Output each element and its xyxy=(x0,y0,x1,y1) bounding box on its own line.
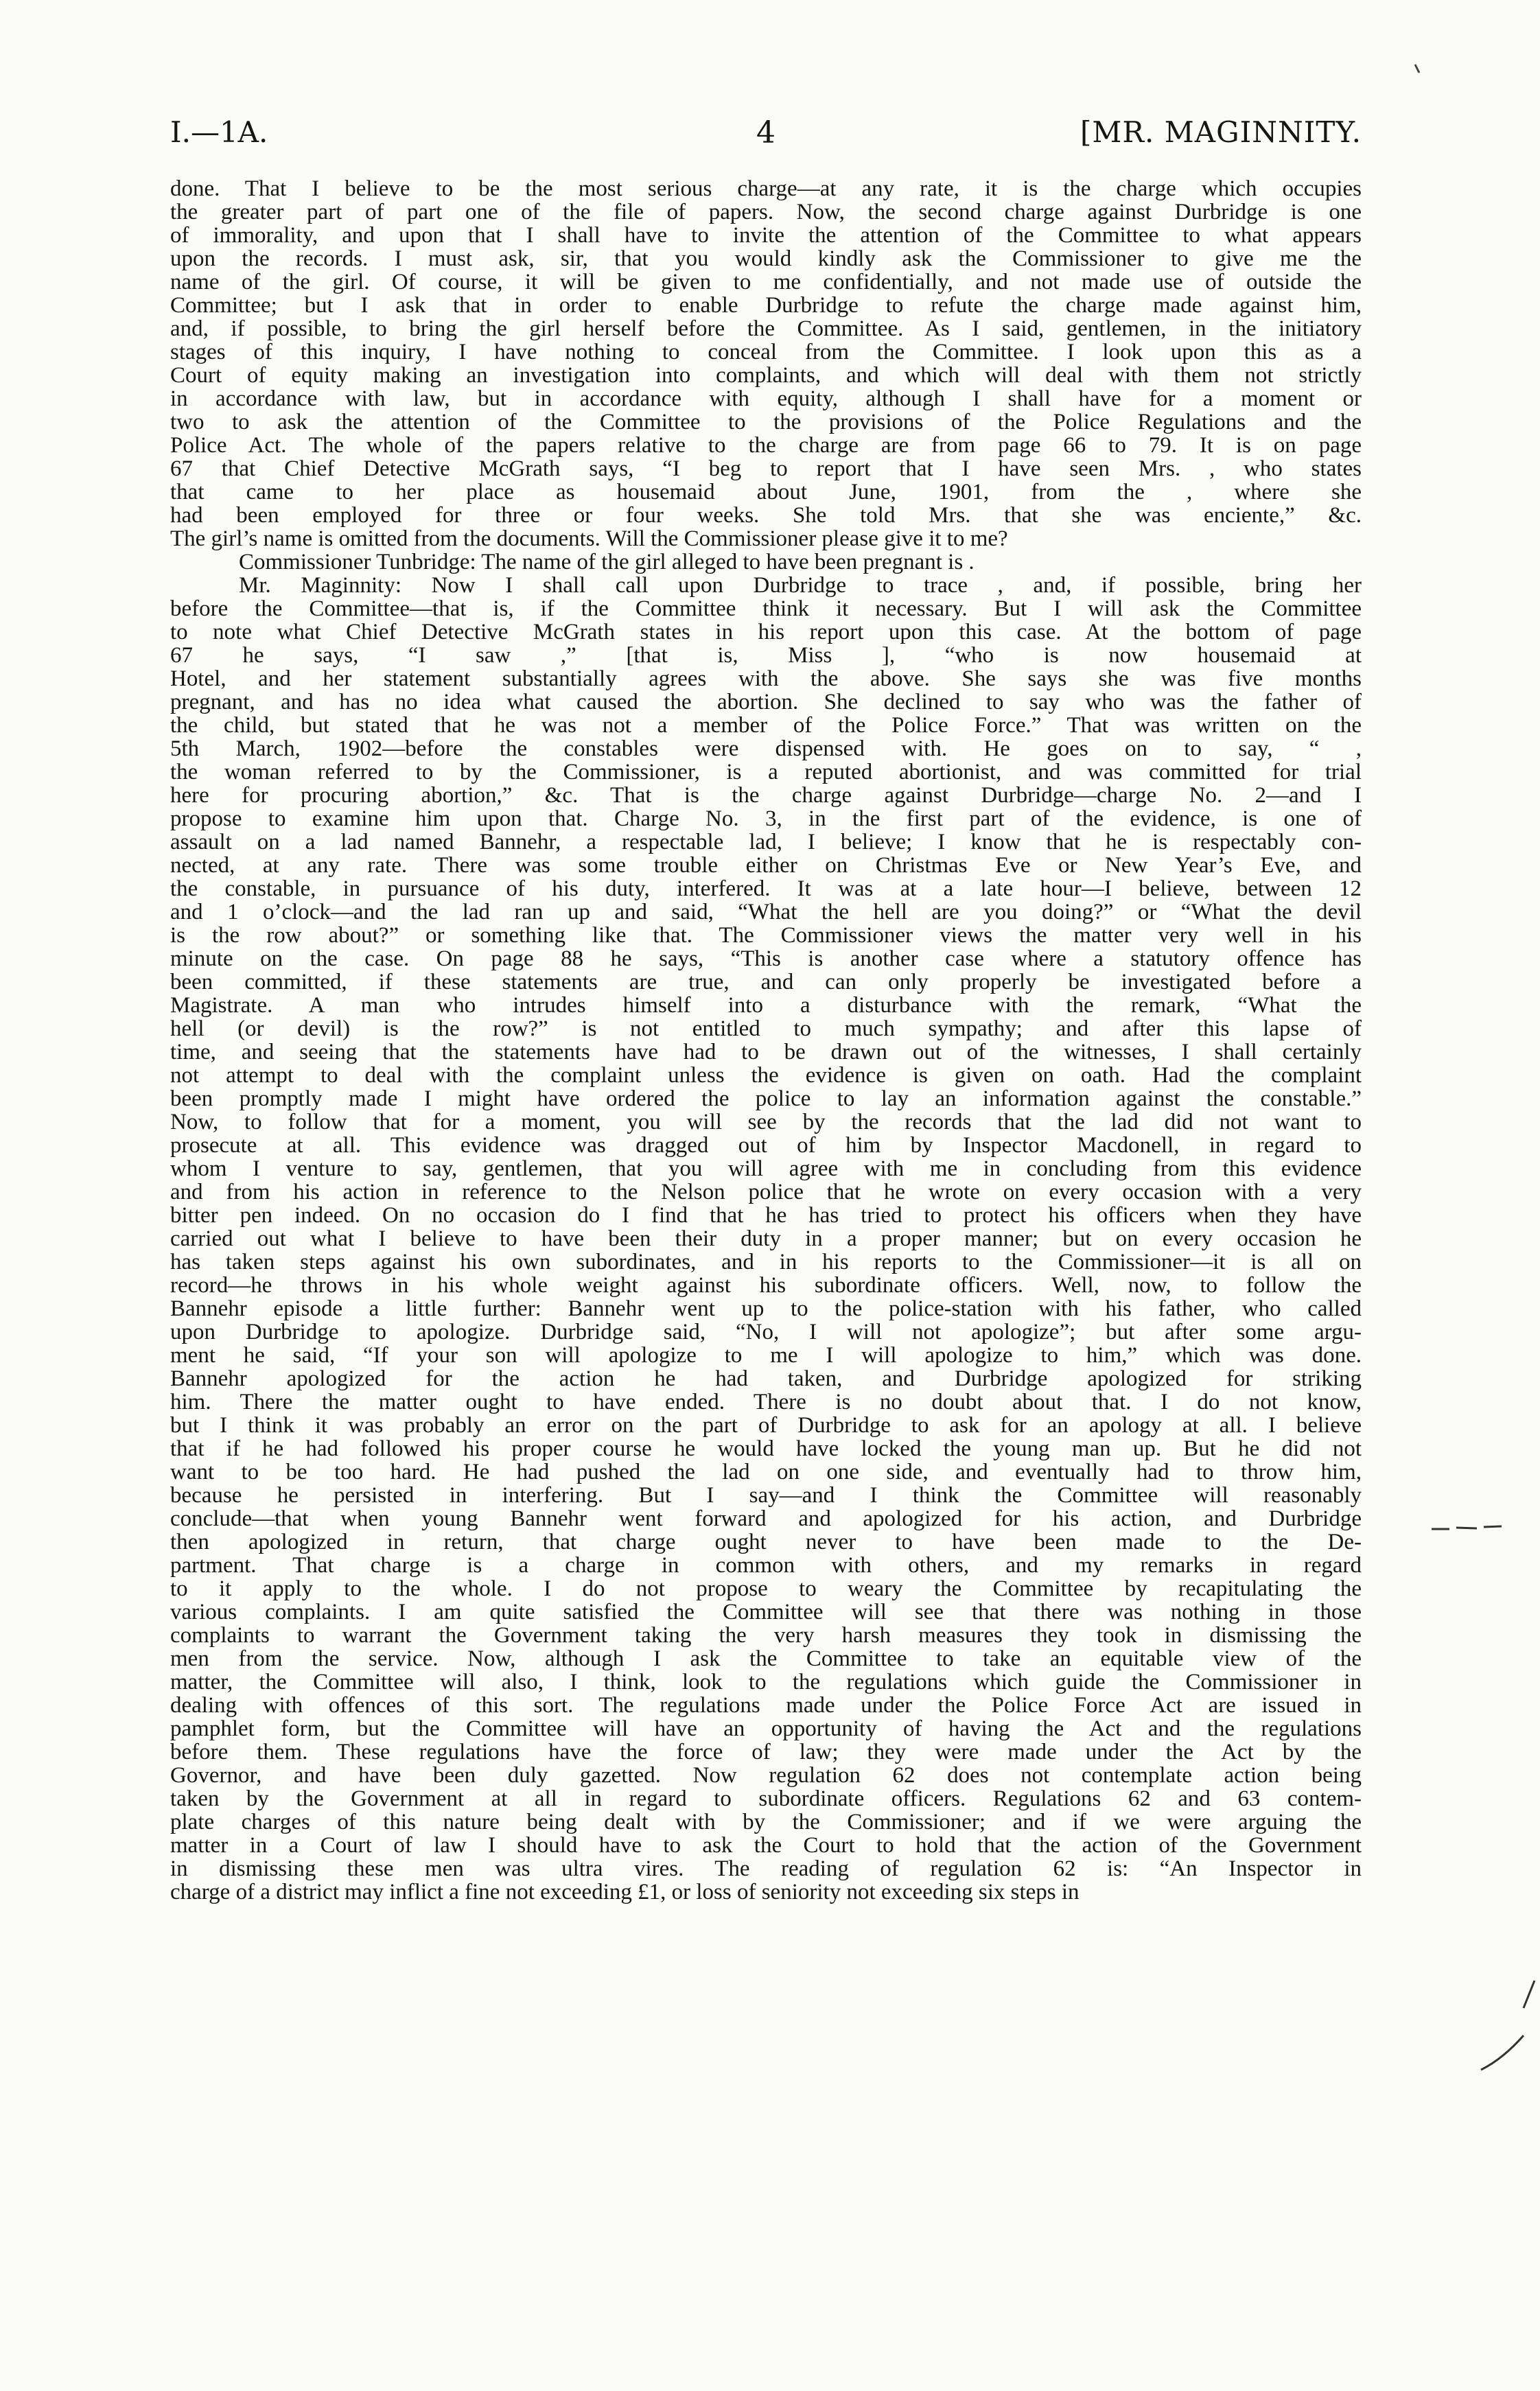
text-line: and, if possible, to bring the girl herself before the Committee. As I said, gentlemen, in the initiatory xyxy=(170,317,1362,340)
text-line: the constable, in pursuance of his duty, interfered. It was at a late hour—I believe, between 12 xyxy=(170,877,1362,900)
document-code: I.—1A. xyxy=(170,115,268,149)
text-line: pregnant, and has no idea what caused the abortion. She declined to say who was the father of xyxy=(170,690,1362,714)
text-line: taken by the Government at all in regard to subordinate officers. Regulations 62 and 63 contem- xyxy=(170,1787,1362,1810)
text-line: carried out what I believe to have been their duty in a proper manner; but on every occasion he xyxy=(170,1227,1362,1250)
text-line: 5th March, 1902—before the constables were dispensed with. He goes on to say, “ , xyxy=(170,737,1362,760)
text-line: the greater part of part one of the file of papers. Now, the second charge against Durbridge is one xyxy=(170,200,1362,224)
text-line: dealing with offences of this sort. The regulations made under the Police Force Act are issued in xyxy=(170,1694,1362,1717)
text-line: stages of this inquiry, I have nothing to conceal from the Committee. I look upon this as a xyxy=(170,340,1362,364)
text-line: pamphlet form, but the Committee will have an opportunity of having the Act and the regulations xyxy=(170,1717,1362,1740)
text-line: the child, but stated that he was not a member of the Police Force.” That was written on the xyxy=(170,714,1362,737)
text-line: that came to her place as housemaid about June, 1901, from the , where she xyxy=(170,480,1362,504)
text-line: 67 that Chief Detective McGrath says, “I beg to report that I have seen Mrs. , who states xyxy=(170,457,1362,480)
text-line: not attempt to deal with the complaint unless the evidence is given on oath. Had the complaint xyxy=(170,1064,1362,1087)
text-line: Hotel, and her statement substantially agrees with the above. She says she was five months xyxy=(170,667,1362,690)
text-line: The girl’s name is omitted from the documents. Will the Commissioner please give it to me? xyxy=(170,527,1008,550)
text-line: nected, at any rate. There was some trouble either on Christmas Eve or New Year’s Eve, and xyxy=(170,854,1362,877)
text-line: to note what Chief Detective McGrath states in his report upon this case. At the bottom of page xyxy=(170,620,1362,644)
page-header xyxy=(170,115,1362,156)
text-line: complaints to warrant the Government taking the very harsh measures they took in dismissing the xyxy=(170,1624,1362,1647)
text-line: and from his action in reference to the Nelson police that he wrote on every occasion with a very xyxy=(170,1180,1362,1204)
speaker-heading: [MR. MAGINNITY. xyxy=(1080,115,1362,149)
text-line: done. That I believe to be the most serious charge—at any rate, it is the charge which occupies xyxy=(170,177,1362,200)
text-line: bitter pen indeed. On no occasion do I find that he has tried to protect his officers when they have xyxy=(170,1204,1362,1227)
text-line: Mr. Maginnity: Now I shall call upon Durbridge to trace , and, if possible, bring her xyxy=(239,574,1362,597)
text-line: to it apply to the whole. I do not propose to weary the Committee by recapitulating the xyxy=(170,1577,1362,1600)
margin-slash-mark xyxy=(1475,1976,1537,2086)
text-line: record—he throws in his whole weight against his subordinate officers. Well, now, to follow the xyxy=(170,1274,1362,1297)
text-line: Committee; but I ask that in order to enable Durbridge to refute the charge made against him, xyxy=(170,294,1362,317)
text-line: before the Committee—that is, if the Committee think it necessary. But I will ask the Committee xyxy=(170,597,1362,620)
text-line: been committed, if these statements are true, and can only properly be investigated before a xyxy=(170,970,1362,994)
text-line: had been employed for three or four weeks. She told Mrs. that she was enciente,” &c. xyxy=(170,504,1362,527)
text-line: then apologized in return, that charge ought never to have been made to the De- xyxy=(170,1530,1362,1554)
text-line: here for procuring abortion,” &c. That is the charge against Durbridge—charge No. 2—and I xyxy=(170,784,1362,807)
text-line: hell (or devil) is the row?” is not entitled to much sympathy; and after this lapse of xyxy=(170,1017,1362,1040)
text-line: whom I venture to say, gentlemen, that you will agree with me in concluding from this evidence xyxy=(170,1157,1362,1180)
text-line: conclude—that when young Bannehr went forward and apologized for his action, and Durbridge xyxy=(170,1507,1362,1530)
text-line: name of the girl. Of course, it will be given to me confidentially, and not made use of outside the xyxy=(170,270,1362,294)
text-line: Governor, and have been duly gazetted. Now regulation 62 does not contemplate action being xyxy=(170,1764,1362,1787)
text-line: and 1 o’clock—and the lad ran up and said, “What the hell are you doing?” or “What the devil xyxy=(170,900,1362,924)
text-line: two to ask the attention of the Committee to the provisions of the Police Regulations and the xyxy=(170,410,1362,434)
text-line: is the row about?” or something like that. The Commissioner views the matter very well in his xyxy=(170,924,1362,947)
margin-dash-mark xyxy=(1429,1517,1504,1540)
text-line: because he persisted in interfering. But I say—and I think the Committee will reasonably xyxy=(170,1484,1362,1507)
text-line: Bannehr apologized for the action he had taken, and Durbridge apologized for striking xyxy=(170,1367,1362,1390)
text-line: partment. That charge is a charge in common with others, and my remarks in regard xyxy=(170,1554,1362,1577)
text-line: of immorality, and upon that I shall have to invite the attention of the Committee to what appears xyxy=(170,224,1362,247)
text-line: before them. These regulations have the force of law; they were made under the Act by the xyxy=(170,1740,1362,1764)
text-line: Bannehr episode a little further: Bannehr went up to the police-station with his father, who called xyxy=(170,1297,1362,1320)
text-line: prosecute at all. This evidence was dragged out of him by Inspector Macdonell, in regard to xyxy=(170,1134,1362,1157)
text-line: matter in a Court of law I should have to ask the Court to hold that the action of the Government xyxy=(170,1834,1362,1857)
text-line: minute on the case. On page 88 he says, “This is another case where a statutory offence has xyxy=(170,947,1362,970)
text-line: him. There the matter ought to have ended. There is no doubt about that. I do not know, xyxy=(170,1390,1362,1414)
text-line: various complaints. I am quite satisfied the Committee will see that there was nothing in those xyxy=(170,1600,1362,1624)
margin-tick-mark xyxy=(1411,59,1427,80)
text-line: but I think it was probably an error on the part of Durbridge to ask for an apology at all. I believe xyxy=(170,1414,1362,1437)
text-line: in accordance with law, but in accordance with equity, although I shall have for a moment or xyxy=(170,387,1362,410)
page-number: 4 xyxy=(756,115,775,150)
text-line: want to be too hard. He had pushed the lad on one side, and eventually had to throw him, xyxy=(170,1460,1362,1484)
text-line: Commissioner Tunbridge: The name of the girl alleged to have been pregnant is . xyxy=(239,550,975,574)
text-line: Magistrate. A man who intrudes himself into a disturbance with the remark, “What the xyxy=(170,994,1362,1017)
text-line: in dismissing these men was ultra vires. The reading of regulation 62 is: “An Inspector in xyxy=(170,1857,1362,1880)
text-line: plate charges of this nature being dealt with by the Commissioner; and if we were arguing the xyxy=(170,1810,1362,1834)
text-line: upon Durbridge to apologize. Durbridge said, “No, I will not apologize”; but after some argu- xyxy=(170,1320,1362,1344)
transcript-body xyxy=(170,177,1362,1904)
text-line: matter, the Committee will also, I think, look to the regulations which guide the Commissioner in xyxy=(170,1670,1362,1694)
text-line: Court of equity making an investigation into complaints, and which will deal with them not strictly xyxy=(170,364,1362,387)
text-line: ment he said, “If your son will apologize to me I will apologize to him,” which was done. xyxy=(170,1344,1362,1367)
text-line: upon the records. I must ask, sir, that you would kindly ask the Commissioner to give me the xyxy=(170,247,1362,270)
text-line: propose to examine him upon that. Charge No. 3, in the first part of the evidence, is one of xyxy=(170,807,1362,830)
text-line: has taken steps against his own subordinates, and in his reports to the Commissioner—it is all on xyxy=(170,1250,1362,1274)
text-line: been promptly made I might have ordered the police to lay an information against the constable.” xyxy=(170,1087,1362,1110)
text-line: Police Act. The whole of the papers relative to the charge are from page 66 to 79. It is on page xyxy=(170,434,1362,457)
text-line: time, and seeing that the statements have had to be drawn out of the witnesses, I shall certainly xyxy=(170,1040,1362,1064)
text-line: 67 he says, “I saw ,” [that is, Miss ], “who is now housemaid at xyxy=(170,644,1362,667)
text-line: that if he had followed his proper course he would have locked the young man up. But he did not xyxy=(170,1437,1362,1460)
text-line: charge of a district may inflict a fine not exceeding £1, or loss of seniority not exceeding six steps in xyxy=(170,1880,1080,1904)
text-line: assault on a lad named Bannehr, a respectable lad, I believe; I know that he is respectably con- xyxy=(170,830,1362,854)
text-line: men from the service. Now, although I ask the Committee to take an equitable view of the xyxy=(170,1647,1362,1670)
text-line: the woman referred to by the Commissioner, is a reputed abortionist, and was committed for trial xyxy=(170,760,1362,784)
text-line: Now, to follow that for a moment, you will see by the records that the lad did not want to xyxy=(170,1110,1362,1134)
